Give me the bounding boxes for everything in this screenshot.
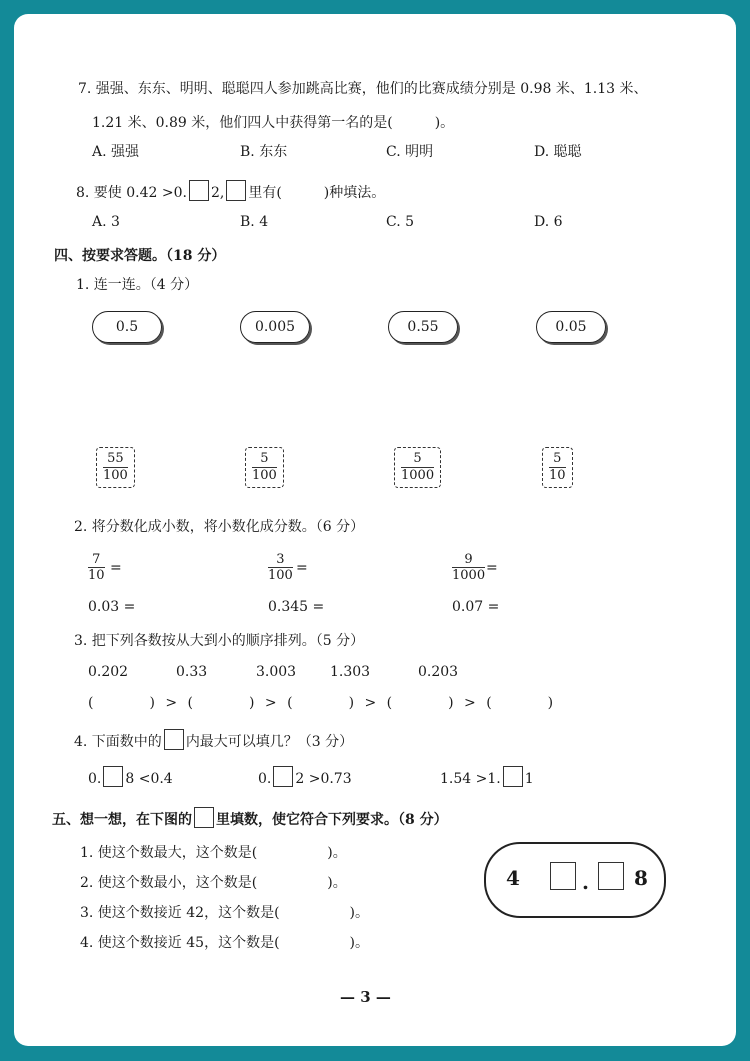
q7-option-a: A. 强强 (92, 144, 140, 160)
digit-4: 4 (506, 866, 520, 890)
s5-item: 4. 使这个数接近 45，这个数是( )。 (80, 935, 369, 951)
s5-item: 2. 使这个数最小，这个数是( )。 (80, 875, 347, 891)
s5-item: 3. 使这个数接近 42，这个数是( )。 (80, 905, 369, 921)
s4q1-title: 1. 连一连。（4 分） (76, 277, 199, 293)
s4q4-title: 4. 下面数中的 内最大可以填几？（3 分） (74, 729, 353, 751)
equals: = (486, 560, 498, 576)
answer-box[interactable] (598, 862, 624, 890)
q8-post: 里有( )种填法。 (248, 185, 386, 201)
answer-box[interactable] (226, 180, 246, 201)
fraction: 7 10 (88, 552, 105, 583)
fraction-card[interactable] (542, 447, 573, 488)
q7-line2: 1.21 米、0.89 米，他们四人中获得第一名的是( )。 (92, 115, 455, 131)
fraction-card[interactable] (394, 447, 441, 488)
ordering-blanks[interactable]: ( ) > ( ) > ( ) > ( ) > ( ) (88, 695, 554, 711)
q7-line1: 7. 强强、东东、明明、聪聪四人参加跳高比赛，他们的比赛成绩分别是 0.98 米、1.13 米、 (78, 81, 648, 97)
q4-item: 0. 8 <0.4 (88, 766, 173, 788)
q8-option-d: D. 6 (534, 214, 563, 230)
answer-box[interactable] (550, 862, 576, 890)
page-number: — 3 — (340, 988, 391, 1006)
decimal-item: 0.03 = (88, 599, 136, 615)
number: 0.202 (88, 664, 129, 680)
number: 0.203 (418, 664, 459, 680)
denominator: 10 (549, 468, 566, 483)
q4-item: 0. 2 >0.73 (258, 766, 352, 788)
cloud-number[interactable]: 0.005 (240, 311, 310, 343)
section4-title: 四、按要求答题。（18 分） (54, 248, 226, 264)
cloud-number[interactable]: 0.55 (388, 311, 458, 343)
decimal-point: . (582, 870, 589, 894)
equals: = (296, 560, 308, 576)
denominator: 100 (252, 468, 277, 483)
answer-box[interactable] (503, 766, 523, 787)
numerator: 5 (401, 451, 434, 468)
numerator: 55 (103, 451, 128, 468)
number: 1.303 (330, 664, 371, 680)
q8-option-a: A. 3 (92, 214, 120, 230)
equals: = (110, 560, 122, 576)
q8-option-b: B. 4 (240, 214, 269, 230)
q7-option-d: D. 聪聪 (534, 144, 582, 160)
s4q3-title: 3. 把下列各数按从大到小的顺序排列。（5 分） (74, 633, 365, 649)
q8-option-c: C. 5 (386, 214, 415, 230)
q8-question (76, 180, 385, 202)
box-icon (164, 729, 184, 750)
fraction-card[interactable] (245, 447, 284, 488)
decimal-item: 0.07 = (452, 599, 500, 615)
cloud-number[interactable]: 0.5 (92, 311, 162, 343)
s4q2-title: 2. 将分数化成小数，将小数化成分数。（6 分） (74, 519, 365, 535)
q7-option-c: C. 明明 (386, 144, 434, 160)
numerator: 5 (549, 451, 566, 468)
s5-item: 1. 使这个数最大，这个数是( )。 (80, 845, 347, 861)
answer-box[interactable] (273, 766, 293, 787)
fraction: 9 1000 (452, 552, 486, 583)
digit-8: 8 (634, 866, 648, 890)
denominator: 100 (103, 468, 128, 483)
cloud-number[interactable]: 0.05 (536, 311, 606, 343)
q4-item: 1.54 >1. 1 (440, 766, 534, 788)
answer-box[interactable] (189, 180, 209, 201)
number: 0.33 (176, 664, 208, 680)
box-icon (194, 807, 214, 828)
denominator: 1000 (401, 468, 435, 483)
answer-box[interactable] (103, 766, 123, 787)
number: 3.003 (256, 664, 297, 680)
number-cloud (484, 842, 666, 918)
numerator: 5 (252, 451, 277, 468)
fraction-card[interactable] (96, 447, 135, 488)
section5-title: 五、想一想，在下图的 里填数，使它符合下列要求。（8 分） (52, 807, 448, 829)
q7-option-b: B. 东东 (240, 144, 288, 160)
decimal-item: 0.345 = (268, 599, 325, 615)
q8-pre: 8. 要使 0.42 >0. (76, 185, 187, 201)
fraction: 3 100 (268, 552, 293, 583)
q8-mid: 2, (210, 185, 225, 201)
